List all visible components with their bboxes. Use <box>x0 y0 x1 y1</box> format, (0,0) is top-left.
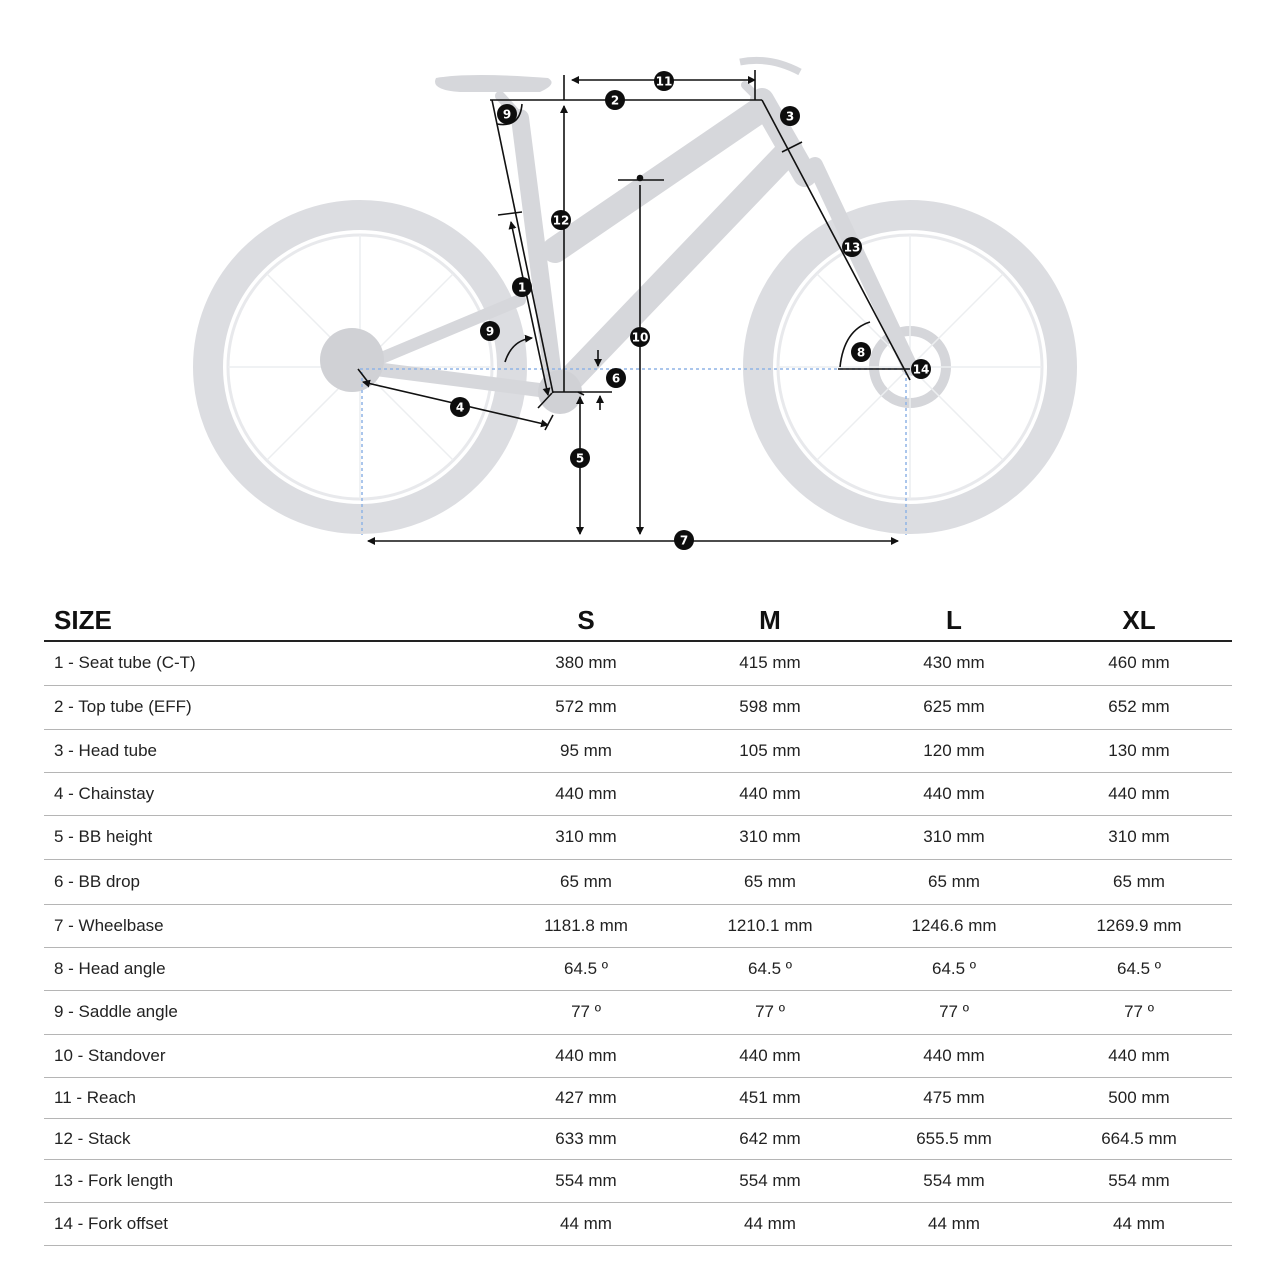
row-value: 633 mm <box>494 1118 678 1159</box>
table-row <box>44 729 1232 772</box>
row-value: 440 mm <box>494 772 678 815</box>
row-value: 655.5 mm <box>862 1118 1046 1159</box>
row-value: 310 mm <box>678 815 862 859</box>
svg-text:6: 6 <box>611 371 621 386</box>
marker-11 <box>654 71 674 91</box>
row-label: 2 - Top tube (EFF) <box>44 685 494 729</box>
marker-7 <box>674 530 694 550</box>
row-value: 440 mm <box>862 772 1046 815</box>
row-value: 77 º <box>678 990 862 1034</box>
row-value: 430 mm <box>862 641 1046 685</box>
svg-text:13: 13 <box>843 240 861 255</box>
handlebar <box>740 60 800 72</box>
table-row <box>44 1077 1232 1118</box>
header-s: S <box>494 600 678 641</box>
row-value: 44 mm <box>494 1202 678 1245</box>
svg-text:9: 9 <box>502 107 512 122</box>
row-value: 310 mm <box>494 815 678 859</box>
row-value: 77 º <box>862 990 1046 1034</box>
table-row <box>44 859 1232 904</box>
header-m: M <box>678 600 862 641</box>
marker-14 <box>911 359 931 379</box>
row-label: 14 - Fork offset <box>44 1202 494 1245</box>
row-label: 8 - Head angle <box>44 947 494 990</box>
marker-4 <box>450 397 470 417</box>
svg-text:1: 1 <box>517 280 527 295</box>
header-l: L <box>862 600 1046 641</box>
row-value: 664.5 mm <box>1046 1118 1232 1159</box>
marker-9-bottom <box>480 321 500 341</box>
svg-text:7: 7 <box>679 533 689 548</box>
row-value: 475 mm <box>862 1077 1046 1118</box>
row-value: 440 mm <box>678 772 862 815</box>
svg-text:9: 9 <box>485 324 495 339</box>
row-value: 1210.1 mm <box>678 904 862 947</box>
row-value: 44 mm <box>1046 1202 1232 1245</box>
table-header-row <box>44 600 1232 641</box>
marker-3 <box>780 106 800 126</box>
table-row <box>44 990 1232 1034</box>
row-value: 451 mm <box>678 1077 862 1118</box>
row-value: 440 mm <box>1046 1034 1232 1077</box>
marker-6 <box>606 368 626 388</box>
row-value: 64.5 º <box>678 947 862 990</box>
row-value: 1246.6 mm <box>862 904 1046 947</box>
row-label: 13 - Fork length <box>44 1159 494 1202</box>
marker-8 <box>851 342 871 362</box>
row-value: 572 mm <box>494 685 678 729</box>
marker-10 <box>630 327 650 347</box>
svg-text:10: 10 <box>631 330 649 345</box>
svg-text:3: 3 <box>785 109 795 124</box>
row-value: 500 mm <box>1046 1077 1232 1118</box>
table-row <box>44 1202 1232 1245</box>
row-value: 120 mm <box>862 729 1046 772</box>
row-value: 105 mm <box>678 729 862 772</box>
row-label: 7 - Wheelbase <box>44 904 494 947</box>
table-row <box>44 1034 1232 1077</box>
svg-text:12: 12 <box>552 213 570 228</box>
row-label: 1 - Seat tube (C-T) <box>44 641 494 685</box>
table-row <box>44 685 1232 729</box>
row-value: 440 mm <box>1046 772 1232 815</box>
row-value: 77 º <box>494 990 678 1034</box>
head-line <box>762 100 910 380</box>
header-xl: XL <box>1046 600 1232 641</box>
row-label: 12 - Stack <box>44 1118 494 1159</box>
row-value: 415 mm <box>678 641 862 685</box>
rear-cassette <box>320 328 384 392</box>
marker-9-top <box>497 104 517 124</box>
table-body <box>44 641 1232 1245</box>
row-value: 1269.9 mm <box>1046 904 1232 947</box>
table-row <box>44 1159 1232 1202</box>
saddle <box>435 75 552 92</box>
row-value: 64.5 º <box>1046 947 1232 990</box>
row-value: 310 mm <box>862 815 1046 859</box>
table-row <box>44 904 1232 947</box>
row-value: 310 mm <box>1046 815 1232 859</box>
row-value: 427 mm <box>494 1077 678 1118</box>
row-value: 460 mm <box>1046 641 1232 685</box>
row-value: 65 mm <box>678 859 862 904</box>
row-value: 44 mm <box>862 1202 1046 1245</box>
row-label: 5 - BB height <box>44 815 494 859</box>
row-value: 554 mm <box>494 1159 678 1202</box>
svg-text:11: 11 <box>655 74 673 89</box>
bike-silhouette <box>208 60 1062 519</box>
row-value: 440 mm <box>494 1034 678 1077</box>
svg-text:14: 14 <box>912 362 930 377</box>
row-value: 64.5 º <box>862 947 1046 990</box>
row-value: 380 mm <box>494 641 678 685</box>
row-value: 554 mm <box>1046 1159 1232 1202</box>
marker-1 <box>512 277 532 297</box>
table-row <box>44 772 1232 815</box>
row-value: 1181.8 mm <box>494 904 678 947</box>
svg-text:2: 2 <box>610 93 620 108</box>
table-row <box>44 641 1232 685</box>
header-size: SIZE <box>44 600 494 641</box>
row-label: 11 - Reach <box>44 1077 494 1118</box>
geometry-table <box>44 600 1232 1246</box>
row-value: 95 mm <box>494 729 678 772</box>
row-value: 554 mm <box>678 1159 862 1202</box>
row-label: 4 - Chainstay <box>44 772 494 815</box>
row-label: 9 - Saddle angle <box>44 990 494 1034</box>
row-value: 440 mm <box>678 1034 862 1077</box>
marker-2 <box>605 90 625 110</box>
row-value: 625 mm <box>862 685 1046 729</box>
row-value: 65 mm <box>1046 859 1232 904</box>
row-value: 440 mm <box>862 1034 1046 1077</box>
row-value: 44 mm <box>678 1202 862 1245</box>
table-row <box>44 815 1232 859</box>
row-value: 652 mm <box>1046 685 1232 729</box>
row-value: 598 mm <box>678 685 862 729</box>
marker-5 <box>570 448 590 468</box>
bike-geometry-diagram <box>0 0 1278 590</box>
row-label: 3 - Head tube <box>44 729 494 772</box>
row-value: 65 mm <box>494 859 678 904</box>
row-label: 10 - Standover <box>44 1034 494 1077</box>
table-row <box>44 1118 1232 1159</box>
row-value: 77 º <box>1046 990 1232 1034</box>
svg-text:4: 4 <box>455 400 465 415</box>
marker-12 <box>551 210 571 230</box>
table-row <box>44 947 1232 990</box>
marker-13 <box>842 237 862 257</box>
row-value: 554 mm <box>862 1159 1046 1202</box>
row-value: 64.5 º <box>494 947 678 990</box>
svg-text:8: 8 <box>856 345 866 360</box>
row-value: 130 mm <box>1046 729 1232 772</box>
svg-text:5: 5 <box>575 451 585 466</box>
row-label: 6 - BB drop <box>44 859 494 904</box>
row-value: 65 mm <box>862 859 1046 904</box>
row-value: 642 mm <box>678 1118 862 1159</box>
